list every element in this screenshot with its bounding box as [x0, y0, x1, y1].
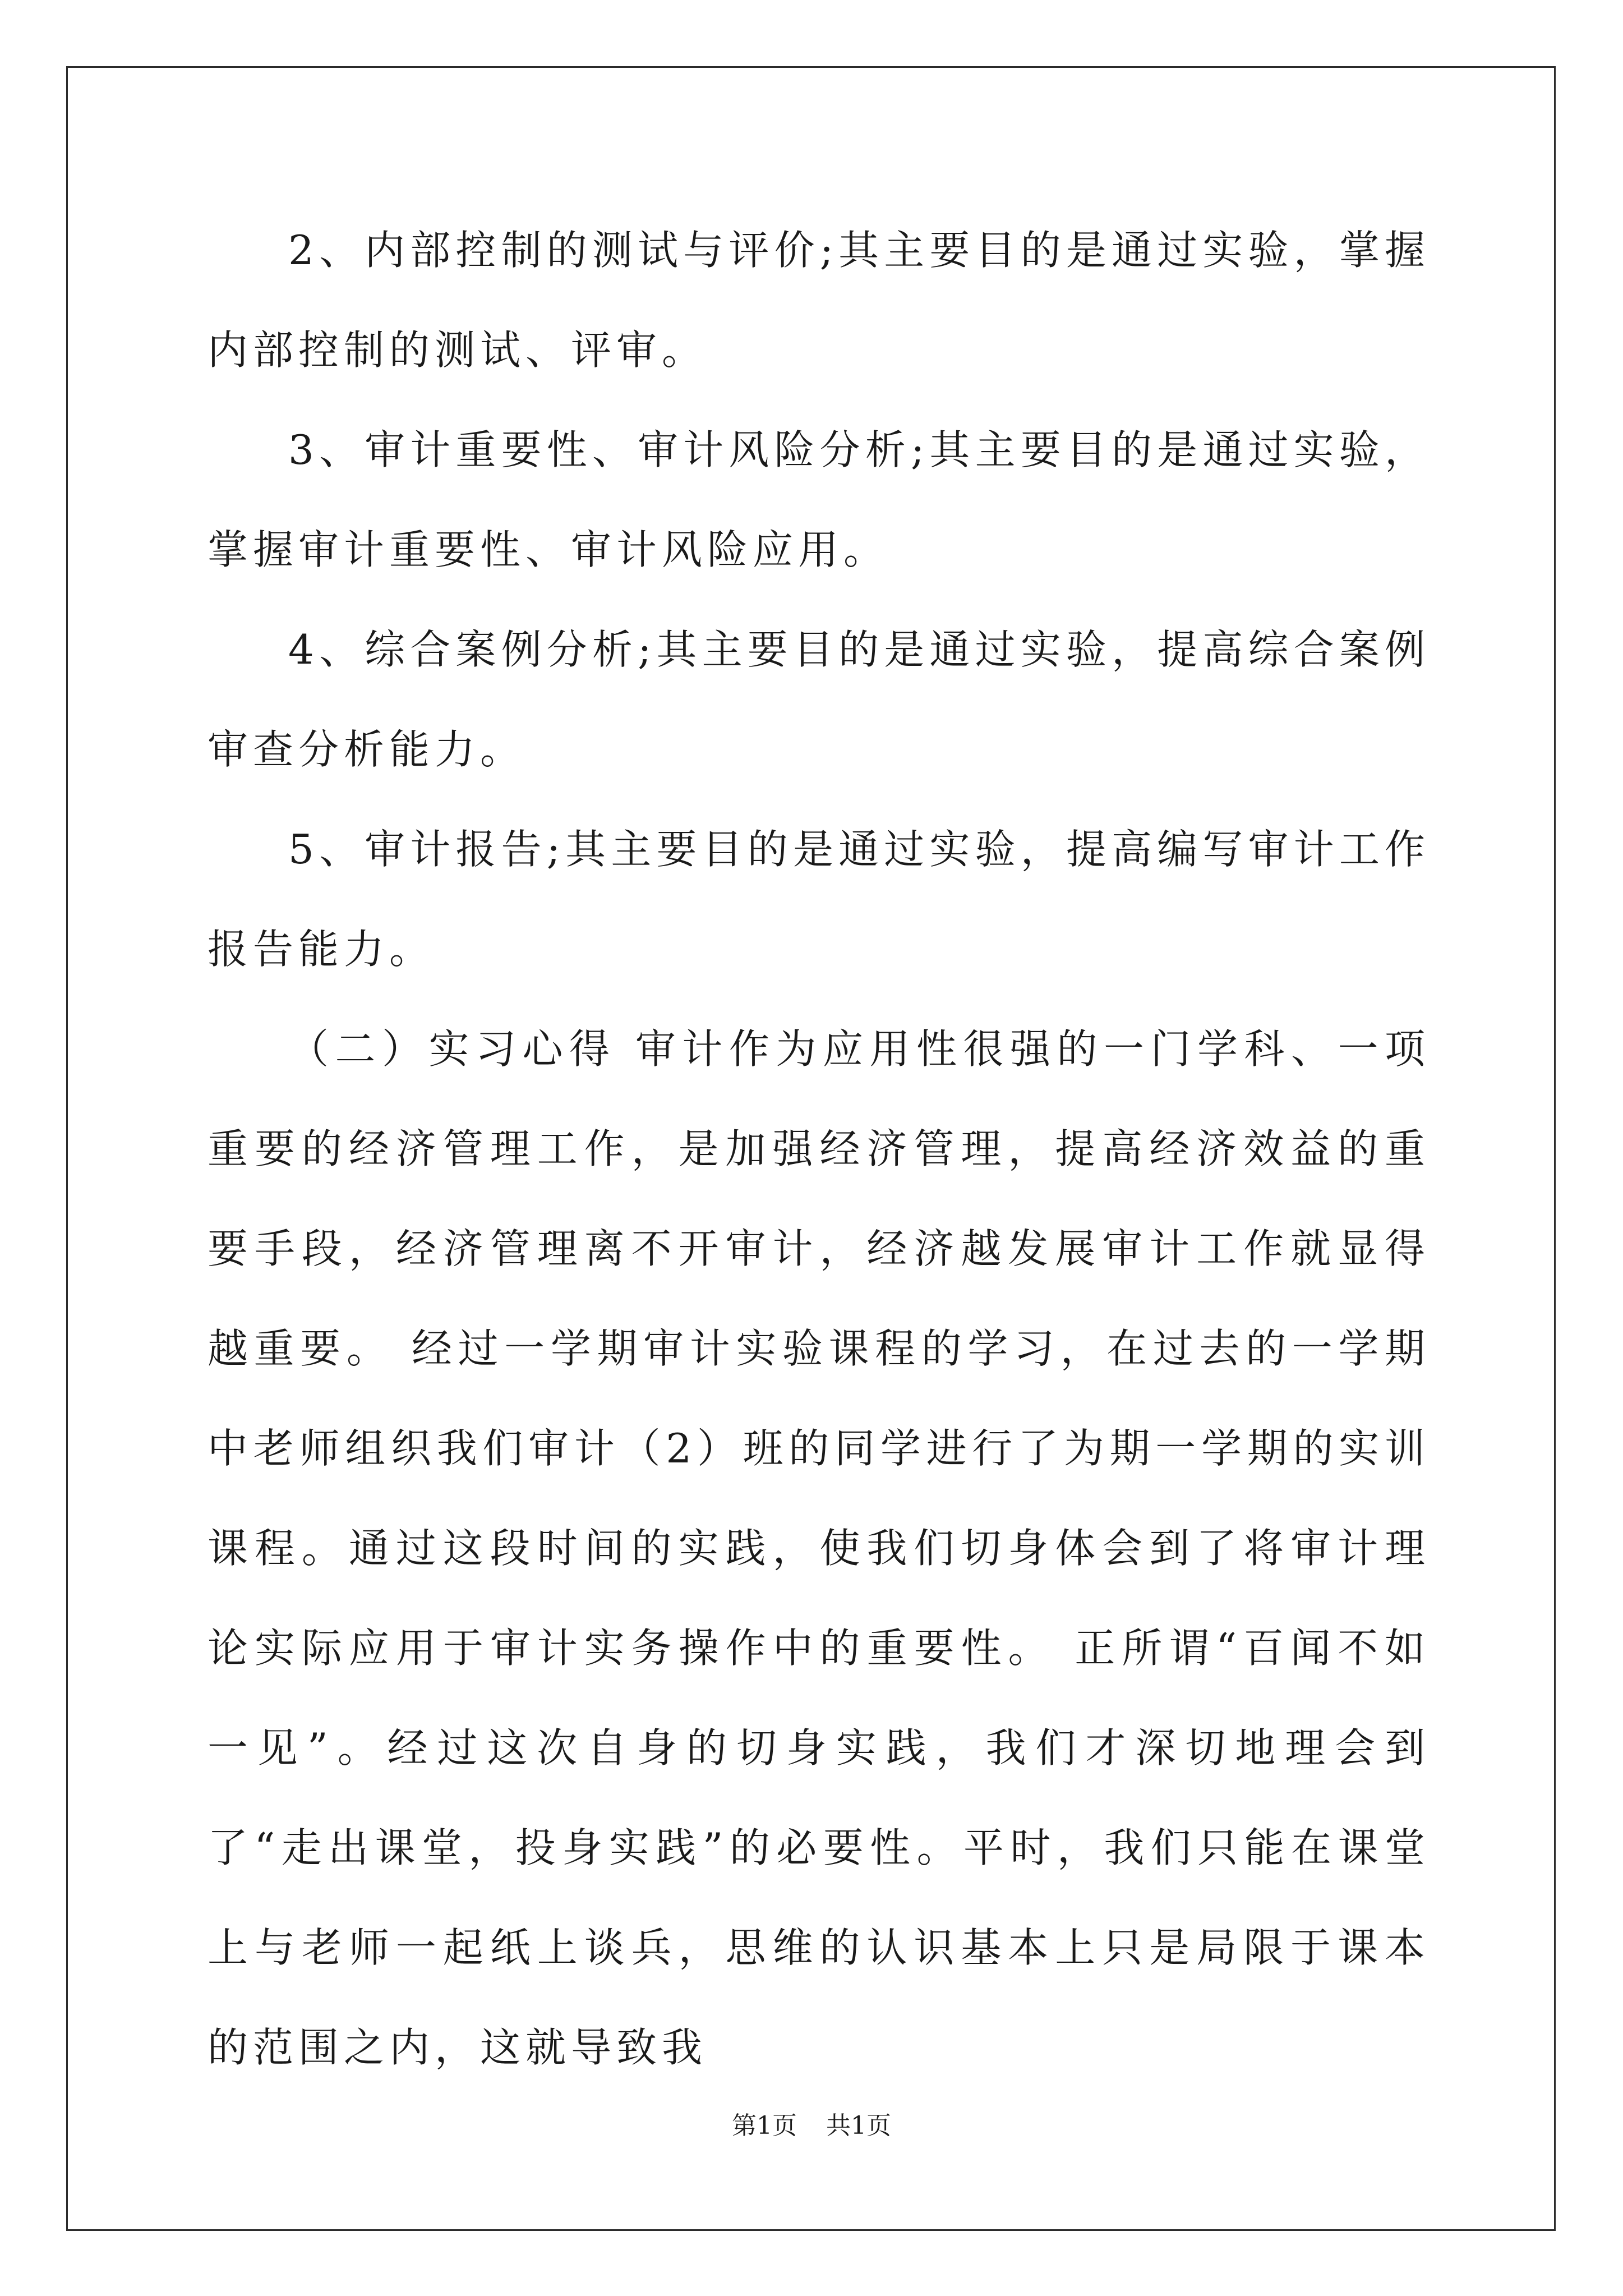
page-number-total: 共1页	[826, 2111, 891, 2140]
paragraph-item-4: 4、综合案例分析;其主要目的是通过实验，提高综合案例审查分析能力。	[208, 626, 1430, 773]
page-number-current: 第1页	[732, 2111, 797, 2140]
document-body	[208, 200, 1430, 2097]
paragraph-item-5: 5、审计报告;其主要目的是通过实验，提高编写审计工作报告能力。	[208, 826, 1430, 973]
paragraph-internship-insights: （二）实习心得 审计作为应用性很强的一门学科、一项重要的经济管理工作，是加强经济管理，提高经济效益的重要手段，经济管理离不开审计，经济越发展审计工作就显得越重要。 经过一学期审计实验课程的学习，在过去的一学期中老师组织我们审计（2）班的同学进行了为期一学期的实训课程。通过这段时间的实践，使我们切身体会到了将审计理论实际应用于审计实务操作中的重要性。 正所谓“百闻不如一见”。经过这次自身的切身实践，我们才深切地理会到了“走出课堂，投身实践”的必要性。平时，我们只能在课堂上与老师一起纸上谈兵，思维的认识基本上只是局限于课本的范围之内，这就导致我	[208, 1025, 1430, 2071]
paragraph-item-2: 2、内部控制的测试与评价;其主要目的是通过实验，掌握内部控制的测试、评审。	[208, 227, 1430, 374]
page-footer	[0, 2109, 1623, 2143]
paragraph-item-3: 3、审计重要性、审计风险分析;其主要目的是通过实验，掌握审计重要性、审计风险应用。	[208, 426, 1430, 573]
